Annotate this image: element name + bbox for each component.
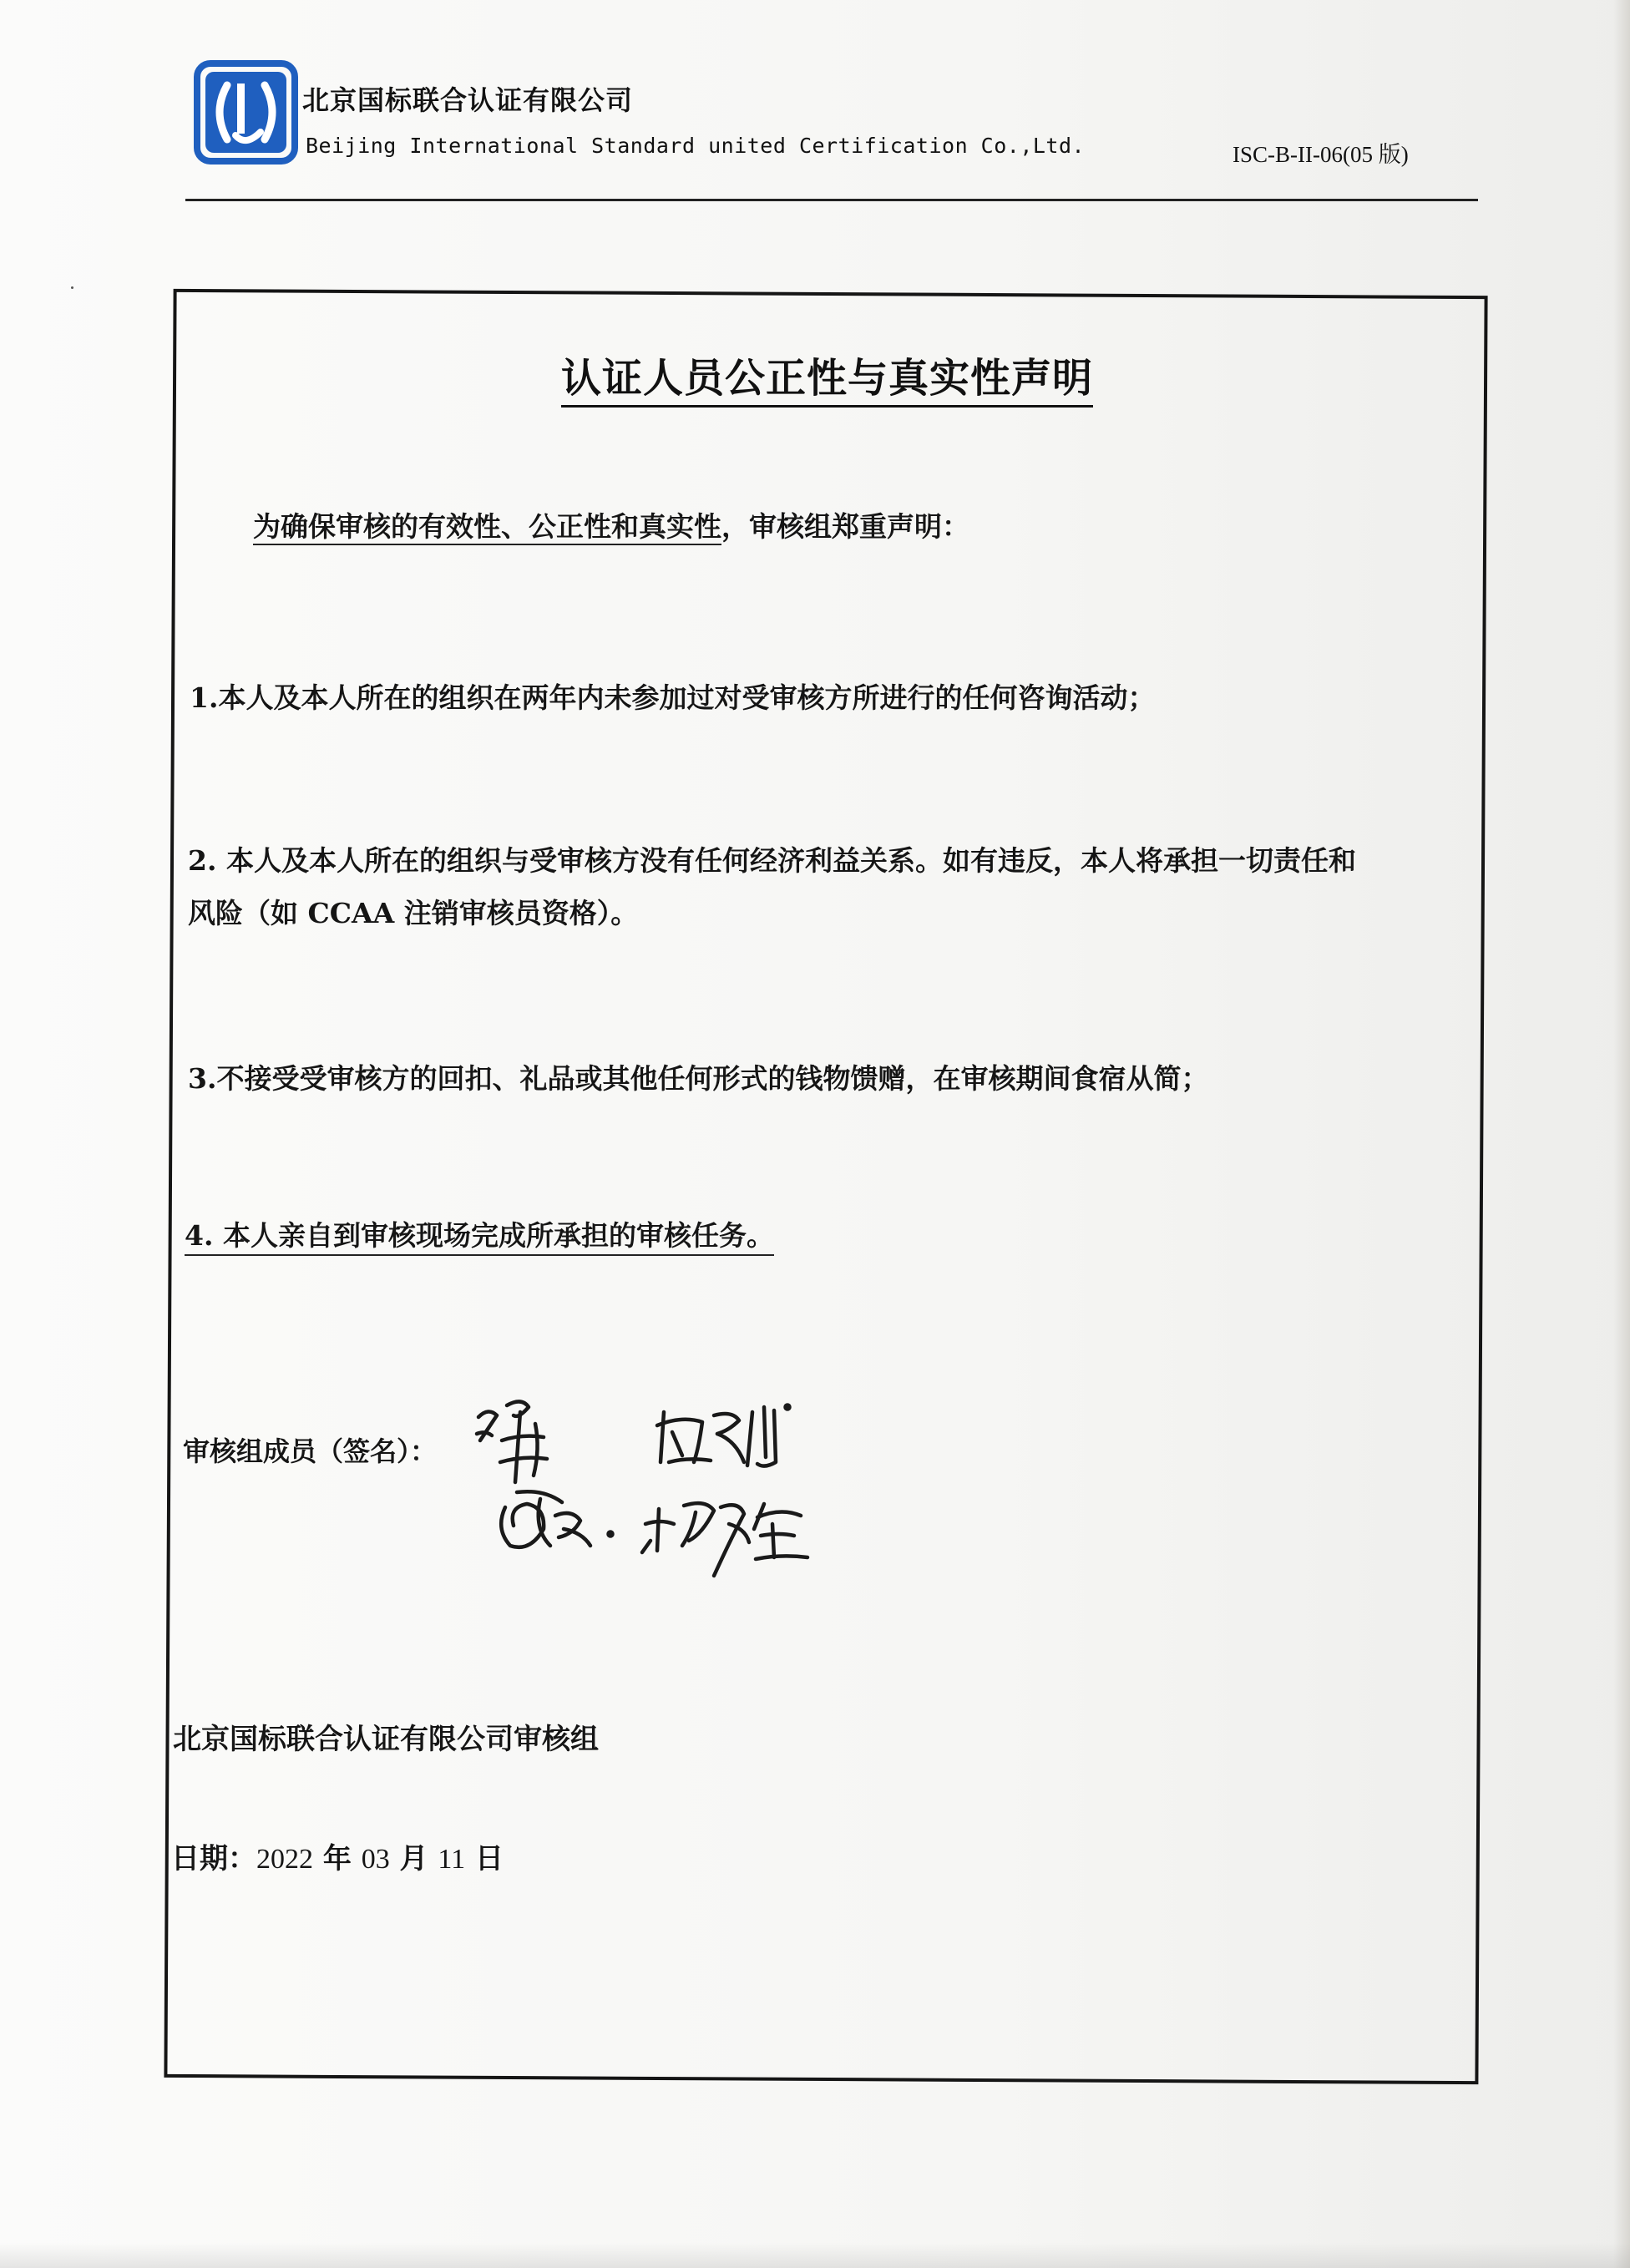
date-day: 11 [438, 1844, 466, 1875]
date-month: 03 [361, 1844, 390, 1875]
intro-underlined-text: 为确保审核的有效性、公正性和真实性 [253, 510, 721, 545]
company-name-en: Beijing International Standard united Certification Co.,Ltd. [306, 134, 1086, 158]
document-title: 认证人员公正性与真实性声明 [561, 346, 1093, 408]
declaration-frame [164, 289, 1487, 2084]
header-divider [185, 199, 1478, 201]
signature-label: 审核组成员（签名）： [183, 1435, 438, 1467]
date-year-unit: 年 [322, 1842, 352, 1876]
isc-logo-icon [194, 60, 298, 165]
paper-bottom-shadow [0, 2243, 1630, 2268]
date-month-unit: 月 [399, 1842, 428, 1876]
company-name-cn: 北京国标联合认证有限公司 [302, 84, 634, 116]
date-day-unit: 日 [474, 1842, 504, 1876]
date-line [171, 1835, 504, 1876]
form-code: ISC-B-II-06(05 版) [1233, 142, 1409, 167]
declaration-item-3: 3.不接受受审核方的回扣、礼品或其他任何形式的钱物馈赠，在审核期间食宿从简； [188, 1062, 1209, 1095]
declaration-item-4: 4. 本人亲自到审核现场完成所承担的审核任务。 [185, 1214, 774, 1256]
handwritten-signatures [463, 1382, 864, 1582]
declaration-item-2-line-2: 风险（如 CCAA 注销审核员资格）。 [188, 897, 639, 929]
audit-team-organization: 北京国标联合认证有限公司审核组 [173, 1723, 599, 1756]
paper-edge-shadow [1613, 0, 1630, 2268]
declaration-item-1: 1.本人及本人所在的组织在两年内未参加过对受审核方所进行的任何咨询活动； [190, 681, 1156, 714]
paper-speck [71, 286, 73, 289]
date-year: 2022 [256, 1844, 313, 1875]
date-label: 日期： [171, 1842, 256, 1876]
intro-rest-text: ，审核组郑重声明： [721, 510, 969, 543]
intro-paragraph [253, 505, 969, 544]
declaration-item-2-line-1: 2. 本人及本人所在的组织与受审核方没有任何经济利益关系。如有违反，本人将承担一切责任和 [188, 844, 1356, 877]
